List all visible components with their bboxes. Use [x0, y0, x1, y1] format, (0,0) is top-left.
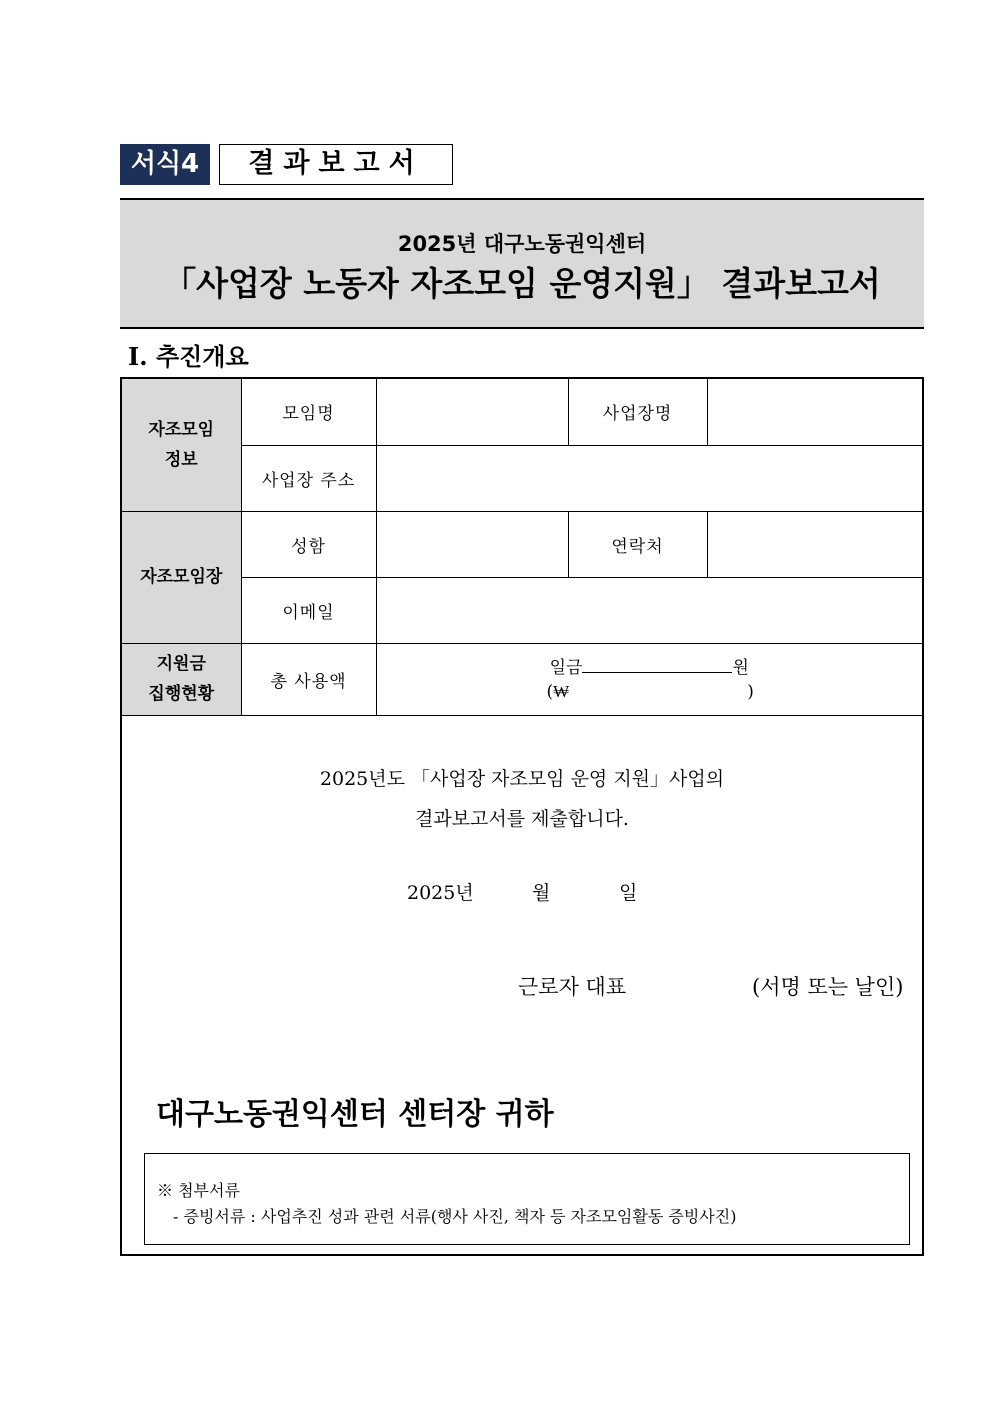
group-name-field[interactable] [376, 379, 568, 445]
category-funds: 지원금 집행현황 [122, 643, 241, 715]
report-header [120, 198, 924, 329]
attachments-item: - 증빙서류 : 사업추진 성과 관련 서류(행사 사진, 책자 등 자조모임활동 증빙사진) [173, 1207, 737, 1226]
won-open: (₩ [546, 682, 570, 702]
workplace-address-field[interactable] [376, 445, 922, 511]
header-subtitle: 2025년 대구노동권익센터 [397, 232, 647, 256]
statement-line-2: 결과보고서를 제출합니다. [415, 808, 629, 830]
leader-contact-field[interactable] [707, 511, 922, 577]
leader-email-field[interactable] [376, 577, 922, 643]
total-spent-label: 총 사용액 [241, 643, 376, 715]
workplace-name-label: 사업장명 [568, 379, 707, 445]
overview-table [122, 379, 922, 716]
statement-line-1: 2025년도 「사업장 자조모임 운영 지원」사업의 [319, 768, 725, 790]
category-leader: 자조모임장 [122, 511, 241, 643]
amount-suffix: 원 [732, 658, 749, 678]
section-heading: Ⅰ. 추진개요 [128, 342, 249, 371]
amount-prefix: 일금 [549, 658, 583, 678]
form-title-box: 결과보고서 [219, 144, 453, 185]
date-month: 월 [532, 882, 551, 904]
header-title: 「사업장 노동자 자조모임 운영지원」 결과보고서 [163, 264, 881, 303]
leader-contact-label: 연락처 [568, 511, 707, 577]
total-spent-field[interactable] [376, 643, 922, 715]
addressee: 대구노동권익센터 센터장 귀하 [156, 1097, 554, 1132]
signature-label: (서명 또는 날인) [752, 975, 904, 999]
representative-label: 근로자 대표 [518, 975, 627, 999]
workplace-address-label: 사업장 주소 [241, 445, 376, 511]
form-number-badge: 서식4 [120, 144, 210, 185]
attachments-box [144, 1153, 910, 1245]
workplace-name-field[interactable] [707, 379, 922, 445]
category-group-info: 자조모임 정보 [122, 379, 241, 511]
leader-name-field[interactable] [376, 511, 568, 577]
date-day: 일 [619, 882, 638, 904]
leader-name-label: 성함 [241, 511, 376, 577]
won-close: ) [747, 682, 754, 702]
attachments-title: ※ 첨부서류 [157, 1181, 240, 1200]
leader-email-label: 이메일 [241, 577, 376, 643]
date-year: 2025년 [407, 882, 474, 904]
group-name-label: 모임명 [241, 379, 376, 445]
amount-blank[interactable] [582, 654, 732, 673]
report-form [120, 377, 924, 1256]
